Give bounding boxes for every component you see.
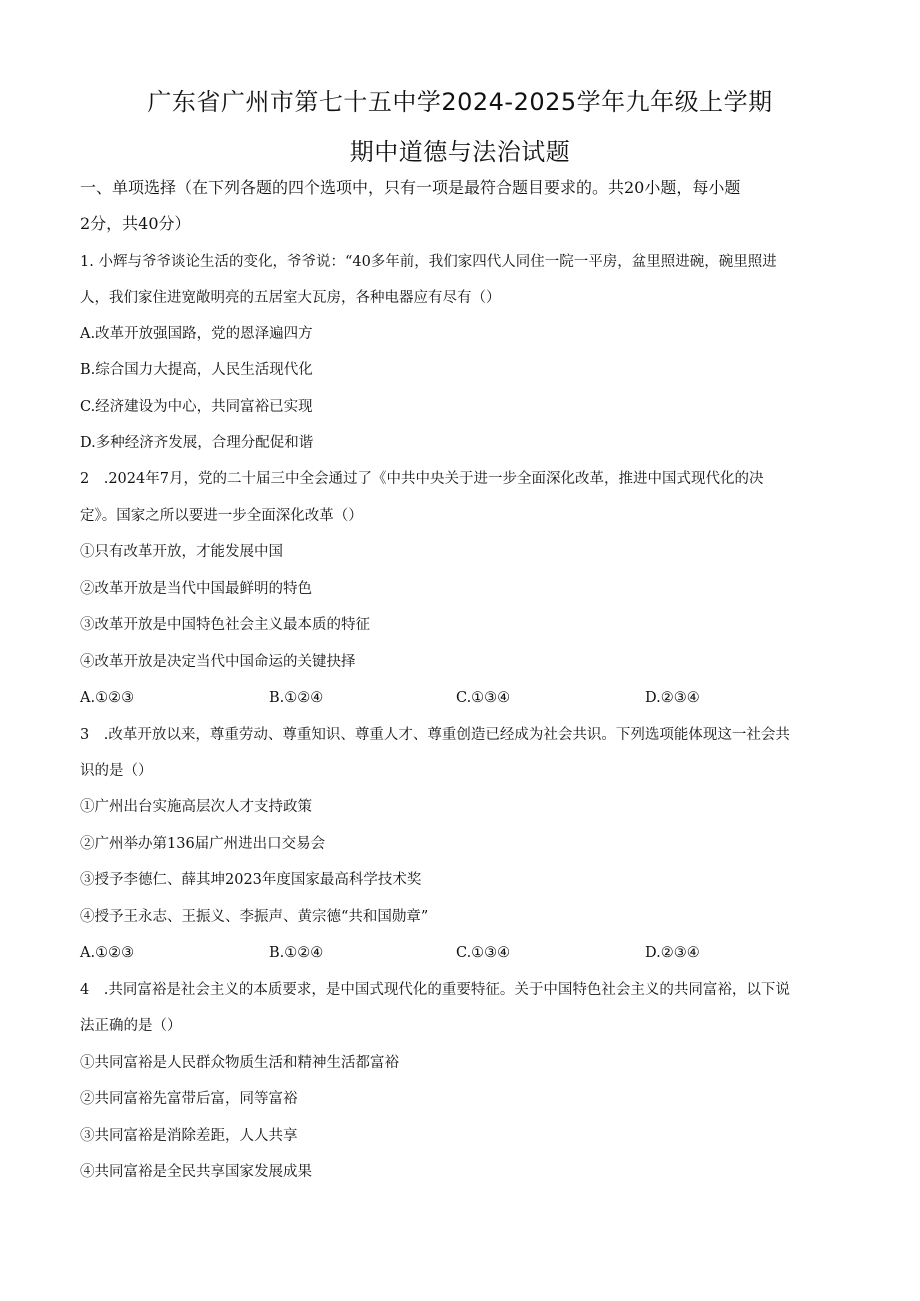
q2-statement-4: ④改革开放是决定当代中国命运的关键抉择 — [80, 654, 356, 670]
q2-option-b: B.①②④ — [269, 690, 324, 706]
q1-option-a: A.改革开放强国路，党的恩泽遍四方 — [80, 326, 313, 342]
q3-statement-2: ②广州举办第136届广州进出口交易会 — [80, 836, 326, 852]
q3-statement-1: ①广州出台实施高层次人才支持政策 — [80, 799, 312, 815]
q4-stem-line-1: 4 .共同富裕是社会主义的本质要求，是中国式现代化的重要特征。关于中国特色社会主义的共同富裕，以下说 — [80, 982, 790, 998]
q2-stem-line-2: 定》。国家之所以要进一步全面深化改革（） — [80, 508, 363, 524]
q1-stem-line-1: 1. 小辉与爷爷谈论生活的变化，爷爷说：“40多年前，我们家四代人同住一院一平房，盆里照进碗，碗里照进 — [80, 254, 777, 270]
q4-statement-4: ④共同富裕是全民共享国家发展成果 — [80, 1164, 312, 1180]
q1-option-d: D.多种经济齐发展，合理分配促和谐 — [80, 435, 314, 451]
q1-stem-line-2: 人，我们家住进宽敞明亮的五居室大瓦房，各种电器应有尽有（） — [80, 290, 501, 306]
q2-statement-3: ③改革开放是中国特色社会主义最本质的特征 — [80, 617, 370, 633]
section-heading-line-1: 一、单项选择（在下列各题的四个选项中，只有一项是最符合题目要求的。共20小题，每小题 — [80, 178, 741, 197]
q4-statement-1: ①共同富裕是人民群众物质生活和精神生活都富裕 — [80, 1055, 399, 1071]
q4-statement-3: ③共同富裕是消除差距，人人共享 — [80, 1128, 298, 1144]
q2-options-row — [80, 688, 840, 708]
q3-option-b: B.①②④ — [269, 945, 324, 961]
q2-stem-line-1: 2 .2024年7月，党的二十届三中全会通过了《中共中央关于进一步全面深化改革，推进中国式现代化的决 — [80, 471, 764, 487]
q3-option-d: D.②③④ — [645, 945, 700, 961]
q4-stem-line-2: 法正确的是（） — [80, 1018, 182, 1034]
q2-option-a: A.①②③ — [80, 690, 135, 706]
q3-statement-4: ④授予王永志、王振义、李振声、黄宗德“共和国勋章” — [80, 909, 429, 925]
q3-options-row — [80, 943, 840, 963]
exam-title-line-1: 广东省广州市第七十五中学2024-2025学年九年级上学期 — [147, 88, 773, 116]
q3-option-a: A.①②③ — [80, 945, 135, 961]
exam-title-line-2: 期中道德与法治试题 — [349, 138, 571, 166]
q3-statement-3: ③授予李德仁、薛其坤2023年度国家最高科学技术奖 — [80, 872, 422, 888]
q2-option-d: D.②③④ — [645, 690, 700, 706]
q4-statement-2: ②共同富裕先富带后富，同等富裕 — [80, 1091, 298, 1107]
section-heading-line-2: 2分，共40分） — [80, 214, 191, 233]
q3-stem-line-2: 识的是（） — [80, 763, 153, 779]
q1-option-c: C.经济建设为中心，共同富裕已实现 — [80, 399, 313, 415]
q2-statement-2: ②改革开放是当代中国最鲜明的特色 — [80, 581, 312, 597]
q3-option-c: C.①③④ — [456, 945, 511, 961]
q2-option-c: C.①③④ — [456, 690, 511, 706]
q3-stem-line-1: 3 .改革开放以来，尊重劳动、尊重知识、尊重人才、尊重创造已经成为社会共识。下列选项能体现这一社会共 — [80, 727, 790, 743]
q2-statement-1: ①只有改革开放，才能发展中国 — [80, 544, 283, 560]
q1-option-b: B.综合国力大提高，人民生活现代化 — [80, 362, 313, 378]
